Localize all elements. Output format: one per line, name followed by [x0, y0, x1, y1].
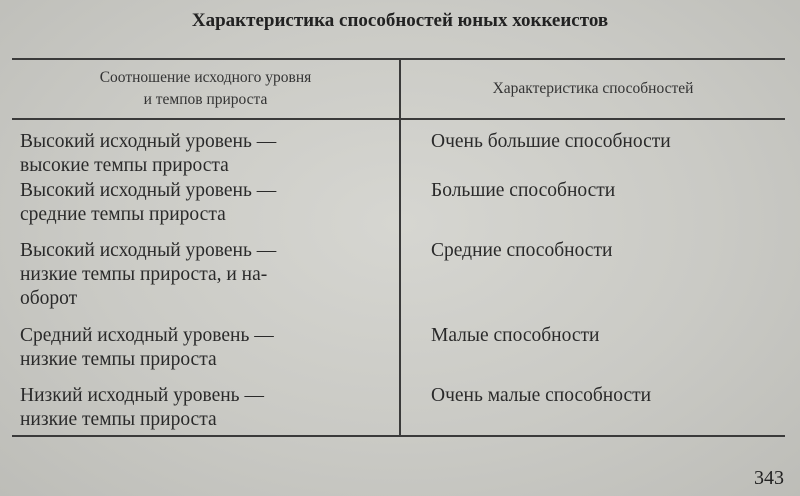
relation-cell: Средний исходный уровень — низкие темпы прироста: [12, 324, 400, 384]
relation-cell: Низкий исходный уровень — низкие темпы прироста: [12, 384, 400, 436]
table-row: [12, 384, 785, 436]
relation-cell: Высокий исходный уровень — средние темпы прироста: [12, 179, 400, 239]
relation-cell: Высокий исходный уровень — низкие темпы прироста, и на- оборот: [12, 239, 400, 324]
header-ability: Характеристика способностей: [400, 59, 785, 119]
ability-cell: Средние способности: [431, 240, 613, 261]
table-header-row: [12, 59, 785, 119]
ability-cell: Очень малые способности: [400, 384, 785, 436]
ability-cell: Малые способности: [431, 325, 600, 346]
table-row: [12, 179, 785, 239]
table-row: [12, 239, 785, 324]
relation-cell: Высокий исходный уровень — высокие темпы прироста: [12, 119, 400, 179]
ability-cell: Большие способности: [431, 180, 616, 201]
page-number: 343: [754, 467, 784, 489]
table-row: [12, 324, 785, 384]
abilities-table: [12, 58, 785, 437]
table-row: [12, 119, 785, 179]
ability-cell: Очень большие способности: [431, 131, 671, 152]
table-title: Характеристика способностей юных хоккеистов: [191, 10, 609, 31]
header-relation: Соотношение исходного уровня и темпов прироста: [12, 59, 400, 119]
